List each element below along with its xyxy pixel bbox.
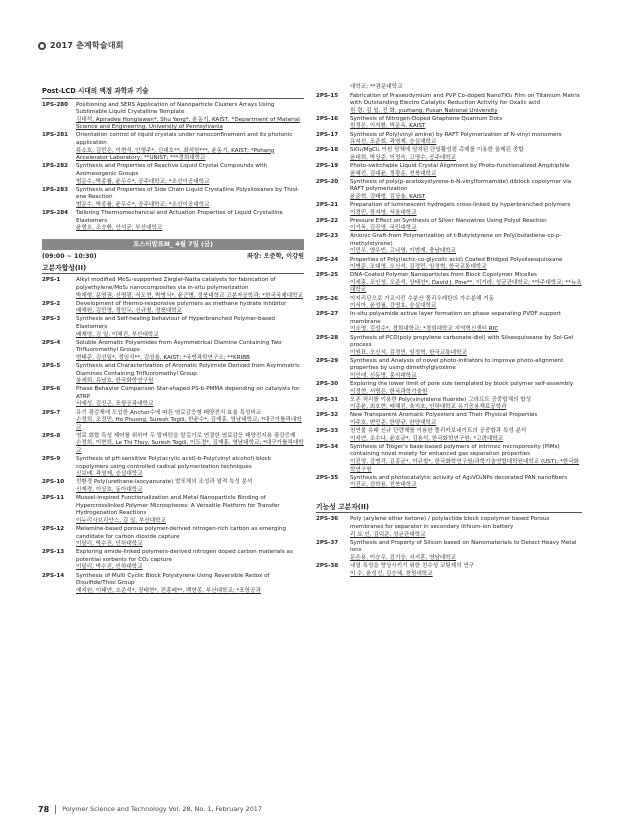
entry-title: Exploring the lower limit of pore size templated by block polymer self-assembly	[350, 381, 574, 388]
entry-authors: 리 묘 인, 김덕준, 성균관대학교	[350, 531, 426, 538]
entry-list-lcd	[42, 102, 304, 233]
entry-title: DNA-Coated Polymer Nanoparticles from Block Copolymer Micelles	[350, 272, 537, 279]
entry-code: 2PS-30	[316, 381, 339, 388]
entry-body	[350, 233, 582, 256]
entry-code: 2PS-8	[42, 432, 61, 439]
entry-body	[350, 412, 582, 427]
entry-title: 오존 처리를 이용한 Poly(vinylidene fluoride) 그라프트 공중합체의 합성	[350, 396, 532, 403]
abstract-entry	[42, 277, 304, 300]
entry-title: Synthesis of pH-sensitive Poly(acrylic acid)-b-Poly(vinyl alcohol) block copolymers using controlled radical polymerization techniques	[76, 456, 271, 470]
entry-code: 2PS-22	[316, 217, 339, 224]
entry-code: 2PS-18	[316, 147, 339, 154]
abstract-entry	[316, 540, 582, 563]
entry-body	[350, 444, 582, 474]
entry-title: Soluble Aromatic Polyamides from Asymmetrical Diamine Containing Two Trifluoromethyl Groups	[76, 339, 282, 354]
entry-code: 2PS-23	[316, 233, 339, 240]
abstract-entry	[42, 526, 304, 549]
abstract-entry	[42, 132, 304, 162]
page-header	[38, 42, 124, 50]
entry-title: Synthesis of Nitrogen-Doped Graphene Quantum Dots	[350, 115, 503, 122]
entry-body	[350, 397, 582, 412]
entry-title: Photo-switchable Liquid Crystal Alignment by Photo-functionalized Amphiphile	[350, 162, 570, 169]
abstract-entry	[316, 116, 582, 131]
entry-code: 2PS-37	[316, 539, 339, 546]
poster-session-bar: 포스터발표Ⅲ_ 4월 7일 (금)	[42, 239, 304, 251]
entry-authors: 예지원, 이태연, 오준석*, 장태현*, 전흥배**, 백현종, 부산대학교; *포항공과	[76, 587, 261, 594]
entry-body	[350, 311, 582, 334]
abstract-entry	[316, 202, 582, 217]
entry-body	[350, 516, 582, 539]
abstract-entry	[42, 187, 304, 210]
abstract-entry	[42, 301, 304, 316]
entry-body	[76, 132, 304, 162]
entry-authors: 손정희, 이현희, Le Thi Thuy, Suresh Togili, 이도경*, 김재홍, 영남대학교; *대구가톨릭대학교	[76, 440, 304, 455]
entry-body	[350, 358, 582, 381]
entry-title: Orientation control of liquid crystals under nanoconfinement and its photonic application	[76, 132, 293, 147]
entry-title: Synthesis and Properties of Reactive Liquid Crystal Compounds with Azomesogenic Groups	[76, 163, 268, 177]
entry-code: 2PS-6	[42, 386, 61, 393]
entry-code: 2PS-32	[316, 412, 339, 419]
abstract-entry	[316, 311, 582, 334]
entry-code: 2PS-9	[42, 456, 61, 463]
entry-authors: 이달리, 박수진, 인하대학교	[76, 541, 143, 548]
entry-code: 2PS-19	[316, 162, 339, 169]
entry-body	[350, 132, 582, 147]
abstract-entry	[316, 179, 582, 202]
entry-title: Synthesis and Property of Silicon based on Nanomaterials to Detect Heavy Metal Ions	[350, 539, 577, 554]
entry-title: Synthesis and Characterization of Aromatic Polyimide Derived from Asymmetric Diamines Containing Trifluoromethyl Group	[76, 363, 300, 377]
entry-authors: 범문수, 박종률, 윤두수*, 공주대학교; *조선이공대학교	[76, 201, 210, 208]
entry-authors: 범문수, 박종률, 윤두수*, 공주대학교; *조선이공대학교	[76, 178, 210, 185]
left-column	[42, 86, 304, 596]
entry-body	[76, 363, 304, 386]
entry-body	[350, 563, 582, 578]
entry-code: 2PS-20	[316, 178, 339, 185]
abstract-entry	[316, 218, 582, 233]
abstract-entry	[42, 573, 304, 596]
abstract-entry	[316, 272, 582, 295]
abstract-entry	[316, 233, 582, 256]
abstract-entry	[42, 456, 304, 479]
entry-body	[350, 147, 582, 162]
abstract-entry	[42, 479, 304, 494]
entry-authors: 윤혜진, 김대윤, 정광운, 전북대학교	[350, 170, 437, 177]
entry-title: Fabrication of Praseodymium and PVP Co-doped NanoTiO₂ Film on Titanium Matrix with Outstanding Electro Catalytic Reduction Activity for Oxalic acid	[350, 92, 581, 107]
entry-authors: 배재영, 김 일, 이혜진, 부산대학교	[76, 331, 159, 338]
entry-body	[76, 163, 304, 186]
abstract-entry	[316, 381, 582, 396]
entry-authors: 원정은, 이석환, 박운옥, KAIST	[350, 123, 426, 130]
entry-authors: 박재형, 문영권, 신명광, 서도현, 박병식*, 윤근병, 정북대학교 고분자공학과; *한국국제대학교	[76, 292, 303, 299]
entry-code: 2PS-35	[316, 474, 339, 481]
entry-body	[350, 540, 582, 563]
entry-authors: 서예성, 김진곤, 포항공과대학교	[76, 401, 154, 408]
entry-body	[350, 218, 582, 233]
entry-body	[76, 479, 304, 494]
entry-title: Synthesis and photocatalytic activity of Ag₃VO₄NPs decorated PAN nanofibers	[350, 474, 568, 481]
entry-title: Synthesis and Self-healing behaviour of Hyperbranched Polymer-based Elastomers	[76, 316, 275, 331]
entry-authors: 이달리, 박수진, 인하대학교	[76, 564, 143, 571]
entry-title: 친환경 Poly(urethane-isocyanurate) 발포체의 조성과 열적 특성 분석	[76, 479, 253, 486]
abstract-entry	[316, 335, 582, 358]
entry-title: Anionic Graft-from Polymerization of t-Butylstyrene on Poly(butadiene-co-p-methylstyrene)	[350, 233, 562, 247]
entry-code: 2PS-31	[316, 396, 339, 403]
entry-body	[350, 272, 582, 295]
entry-code: 2PS-10	[42, 479, 65, 486]
abstract-entry	[42, 102, 304, 132]
abstract-entry	[316, 444, 582, 474]
entry-body	[350, 163, 582, 178]
section-title-lcd: Post-LCD 시대의 액정 과학과 기술	[42, 88, 304, 99]
entry-list-synthesis	[42, 277, 304, 595]
entry-authors: 봉세희, 유남호, 한국화학연구원	[76, 378, 154, 385]
entry-code: 2PS-3	[42, 316, 61, 323]
entry-code: 2PS-38	[316, 563, 339, 570]
entry-body	[76, 340, 304, 363]
entry-body	[350, 475, 582, 490]
entry-body	[76, 102, 304, 132]
entry-code: 2PS-26	[316, 295, 339, 302]
abstract-entry	[42, 163, 304, 186]
entry-code: 2PS-16	[316, 115, 339, 122]
entry-code: 1PS-283	[42, 186, 69, 193]
entry-body	[76, 210, 304, 233]
entry-body	[350, 93, 582, 116]
entry-body	[76, 301, 304, 316]
abstract-entry	[316, 93, 582, 116]
abstract-entry	[316, 475, 582, 490]
entry-authors: 이소영, 김성수*, 경희대학교; *경희대학교 지역혁신센터 RIC	[350, 326, 499, 333]
entry-authors: 이경민, 장지영, 서울대학교	[350, 209, 417, 216]
session-time: (09:00 ~ 10:30)	[42, 253, 97, 261]
entry-authors: 이진영, 강병각, 김종균*, 이규철*, 한국화학연구원/과학기술연합대학원대학교 (UST); *한국화학연구원	[350, 459, 580, 473]
abstract-entry	[316, 358, 582, 381]
affiliation-continuation: 대학교; **광운대학교	[350, 84, 403, 90]
entry-body	[350, 296, 582, 311]
entry-code: 2PS-28	[316, 334, 339, 341]
category-title-functional: 기능성 고분자(II)	[316, 504, 582, 514]
entry-body	[76, 187, 304, 210]
entry-authors: 이민우, 염우빈, 고나영, 이범재, 충남대학교	[350, 248, 457, 255]
entry-code: 1PS-280	[42, 101, 69, 108]
entry-code: 2PS-36	[316, 516, 339, 523]
entry-authors: 문은용, 이승우, 김기승, 서지훈, 영남대학교	[350, 554, 457, 561]
journal-info: Polymer Science and Technology Vol. 28, No. 1, February 2017	[62, 804, 262, 813]
entry-authors: 이병준, 조대영, 오신석, 김경민, 임정혁, 한국교통대학교	[350, 264, 487, 271]
entry-body	[76, 549, 304, 572]
entry-title: Development of thermo-responsive polymers as methane hydrate inhibitor	[76, 300, 287, 307]
entry-title: Synthesis of Tröger's base-based polymers of intrinsic microporosity (PIMs) containing novel moiety for enhanced gas separation properties	[350, 443, 560, 458]
entry-title: Poly (arylene ether ketone) / polylactide block copolymer based Porous membranes for separator in secondary lithium-ion battery	[350, 516, 550, 531]
entry-title: Synthesis of Poly(vinyl amine) by RAFT Polymerization of N-vinyl monomers	[350, 131, 562, 138]
abstract-entry	[316, 163, 582, 178]
entry-authors: 변태준, 김선일*, 정임식**, 김성율, KAIST; *국방과학연구소; **KRIBB	[76, 354, 250, 361]
entry-title: 아지리딘으로 가교시킨 수분산 폴리우레탄의 가수분해 거동	[350, 295, 494, 302]
entry-title: New Transparent Aromatic Polyesters and Their Physical Properties	[350, 412, 538, 419]
entry-authors: 원 령, 김 일, 진 화, yuzhang, Pusan National University	[350, 107, 498, 114]
entry-code: 2PS-25	[316, 272, 339, 279]
footer-divider	[55, 805, 56, 814]
entry-code: 2PS-2	[42, 300, 61, 307]
entry-list-functional	[316, 516, 582, 578]
abstract-entry	[316, 132, 582, 147]
entry-authors: 이서아, 윤성필, 강영호, 숭실대학교	[350, 303, 437, 310]
entry-title: Phase Behavior Comparison Star-shaped PS-b-PMMA depending on catalysts for ATRP	[76, 386, 300, 400]
entry-title: Pressure Effect on Synthesis of Silver Nanowires Using Polyol Reaction	[350, 217, 547, 224]
entry-code: 2PS-29	[316, 357, 339, 364]
session-time-line	[42, 253, 304, 261]
abstract-entry	[42, 340, 304, 363]
entry-code: 2PS-4	[42, 339, 61, 346]
abstract-entry	[42, 386, 304, 409]
entry-title: In-situ polyamide active layer formation on phase separating PVDF support membrane	[350, 311, 561, 325]
entry-authors: 이주호, 변민준, 한양규, 한양대학교	[350, 420, 437, 427]
entry-code: 2PS-17	[316, 131, 339, 138]
entry-authors: 윤준혁, 김태형, 김상율, KAIST	[350, 193, 426, 200]
header-title: 2017 춘계학술대회	[50, 41, 124, 51]
entry-code: 2PS-33	[316, 428, 339, 435]
entry-code: 2PS-24	[316, 256, 339, 263]
abstract-entry	[316, 257, 582, 272]
entry-authors: 이기욱, 김진영, 국민대학교	[350, 225, 417, 232]
entry-title: Synthesis of poly(p-acetoxystyrene-b-N-vinylformamide) diblock copolymer via RAFT polymerization	[350, 178, 572, 193]
entry-code: 2PS-34	[316, 443, 339, 450]
entry-code: 2PS-11	[42, 495, 65, 502]
entry-authors: 류소호, 김민은, 이현석, 안형주*, 신대호**, 최석원***, 윤동기, KAIST; *Pohang Accelerator Laboratory; **UNIST; ***경희대학교	[76, 147, 275, 162]
entry-code: 2PS-14	[42, 572, 65, 579]
entry-authors: 이인애, 신동명, 홍익대학교	[350, 372, 417, 379]
entry-authors: 손정희, 조정민, Ho Phuong, Suresh Togili, 한윤수*, 김재홍, 영남대학교; *대구가톨릭대학교	[76, 417, 302, 431]
entry-title: Exploring amide-linked polymers-derived nitrogen doped carbon materials as potential sorbents for CO₂ capture	[76, 549, 293, 563]
abstract-entry	[42, 433, 304, 456]
entry-title: 유기 광감제에 도입한 Anchor수에 따른 염료감응형 태양전지 효율 특성비교	[76, 409, 262, 416]
entry-title: 염료 회합 특성 제어를 위하여 두 말버틴을 말길기로 연결한 염료감응 태양전지용 광감증제	[76, 432, 296, 439]
page-number: 78	[38, 804, 50, 814]
entry-authors: 이누리사브리얀스, 김 일, 부산대학교	[76, 517, 166, 524]
entry-title: Synthesis of Multi Cyclic Block Polystyrene Using Reversible Redox of Disulfide/Thiol Group	[76, 572, 270, 587]
entry-body	[76, 433, 304, 456]
page-footer	[38, 805, 584, 814]
entry-authors: 신재경, 이상호, 동아대학교	[76, 487, 143, 493]
entry-body	[76, 526, 304, 549]
entry-authors: 윤대희, 박상준, 이정숙, 고영수, 공주대학교	[350, 154, 457, 161]
entry-authors: 이세홍, 조인성, 오준석, 상태선*, David J. Pine**, 이기라, 성균관대학교; *아주대학교; **뉴욕대학교	[350, 279, 582, 294]
entry-body	[76, 495, 304, 525]
entry-authors: 신보배, 곽영제, 숭실대학교	[76, 471, 143, 478]
category-title-synthesis: 고분자합성(II)	[42, 265, 304, 275]
entry-title: Synthesis and Analysis of novel photo-initiators to improve photo-alignment properties by using dimethylglyoxime	[350, 357, 564, 372]
entry-code: 2PS-7	[42, 409, 61, 416]
conference-logo-icon	[38, 42, 46, 50]
abstract-entry	[42, 495, 304, 525]
entry-title: Positioning and SERS Application of Nanoparticle Clusters Arrays Using Sublimable Liquid Crystalline Template	[76, 101, 275, 116]
entry-body	[76, 456, 304, 479]
entry-code: 2PS-13	[42, 549, 65, 556]
entry-body	[350, 257, 582, 272]
entry-body	[350, 179, 582, 202]
entry-code: 2PS-27	[316, 311, 339, 318]
entry-list-synthesis-cont	[316, 93, 582, 490]
abstract-entry	[316, 412, 582, 427]
entry-body	[76, 410, 304, 433]
entry-title: Preparation of luminescent hydrogels cross-linked by hyperbranched polymers	[350, 201, 571, 208]
abstract-entry	[316, 563, 582, 578]
session-chair: 좌장: 오준학, 이강원	[247, 253, 304, 261]
abstract-entry	[42, 549, 304, 572]
abstract-entry	[316, 397, 582, 412]
abstract-entry	[316, 516, 582, 539]
entry-body	[76, 316, 304, 339]
entry-code: 1PS-284	[42, 209, 69, 216]
entry-body	[350, 335, 582, 358]
right-column	[316, 84, 582, 579]
abstract-entry	[316, 147, 582, 162]
entry-body	[76, 277, 304, 300]
abstract-entry	[42, 316, 304, 339]
entry-body	[350, 428, 582, 443]
abstract-entry	[42, 410, 304, 433]
entry-authors: 이 수, 윤성진, 김승혜, 창원대학교	[350, 570, 433, 577]
entry-authors: 김대석, Apiradee Honglawan*, Shu Yang*, 윤동기, KAIST, *Department of Material Science and Engineering, University of Pennsylvania	[76, 116, 300, 131]
entry-code: 2PS-21	[316, 201, 339, 208]
entry-code: 1PS-281	[42, 132, 69, 139]
entry-authors: 유지선, 조준희, 곽영제, 숭실대학교	[350, 139, 437, 146]
entry-title: Mussel-inspired Functionalization and Metal Nanoparticle Binding of Hypercrosslinked Polymer Microspheres: A Versatile Platform for Transfer Hydrogenation Reactions	[76, 495, 280, 517]
entry-code: 2PS-12	[42, 525, 65, 532]
entry-code: 1PS-282	[42, 163, 69, 170]
entry-authors: 이진교, 김학용, 전북대학교	[350, 482, 417, 489]
entry-authors: 배예원, 김민영, 정민두, 신규철, 경북대학교	[76, 308, 183, 315]
entry-title: SiO₂/MgCl₂ 이원 담체에 담지된 단일활성점 촉매를 이용한 올레핀 중합	[350, 147, 524, 154]
entry-body	[350, 116, 582, 131]
entry-authors: 윤형호, 조승환, 안석균, 부산대학교	[76, 225, 163, 232]
entry-body	[76, 386, 304, 409]
entry-body	[350, 202, 582, 217]
entry-title: 내열 특성을 향상시키기 위한 친수성 코팅제의 연구	[350, 563, 475, 570]
entry-code: 2PS-5	[42, 363, 61, 369]
entry-title: Properties of Poly(lactic-co-glycolic acid) Coated Bridged Polysilsesquioxane	[350, 256, 563, 263]
abstract-entry	[42, 363, 304, 386]
entry-title: Melamine-based porous polymer-derived nitrogen-rich carbon as emerging candidate for carbon dioxide capture	[76, 525, 286, 540]
entry-authors: 이원표, 오신석, 김경민, 임정혁, 한국교통대학교	[350, 349, 467, 356]
entry-title: Tailoring Thermomechanical and Actuation Properties of Liquid Crystalline Elastomers	[76, 209, 283, 224]
entry-title: Synthesis and Properties of Side Chain Liquid Crystalline Polysiloxanes by Thiol-ene Reaction	[76, 186, 300, 201]
entry-body	[350, 381, 582, 396]
entry-title: 천연물 유래 신규 단량체를 이용한 폴리카보네이트의 공중합과 특성 분석	[350, 428, 527, 435]
entry-title: Alkyl modified MoS₂-supported Ziegler-Natta catalysts for fabrication of polyethylene/MoS₂ nanocomposites via in-situ polymerization	[76, 277, 276, 292]
abstract-entry	[316, 296, 582, 311]
entry-authors: 이정현, 서명은, 한국과학기술원	[350, 388, 428, 395]
entry-code: 2PS-15	[316, 92, 339, 99]
entry-authors: 이종윤, 최호현, 배혜진, 육지호, 인하대학교 유기응용재료공학과	[350, 404, 507, 411]
entry-body	[76, 573, 304, 596]
entry-title: Synthesis of PCD(poly propylene carbonate-diol) with Silsesquioxane by Sol-Gel process	[350, 334, 574, 349]
abstract-entry	[316, 428, 582, 443]
entry-authors: 이지연, 조수나, 윤호규*, 김용석, 한국화학연구원; *고려대학교	[350, 435, 504, 442]
abstract-entry	[42, 210, 304, 233]
entry-code: 2PS-1	[42, 277, 61, 284]
